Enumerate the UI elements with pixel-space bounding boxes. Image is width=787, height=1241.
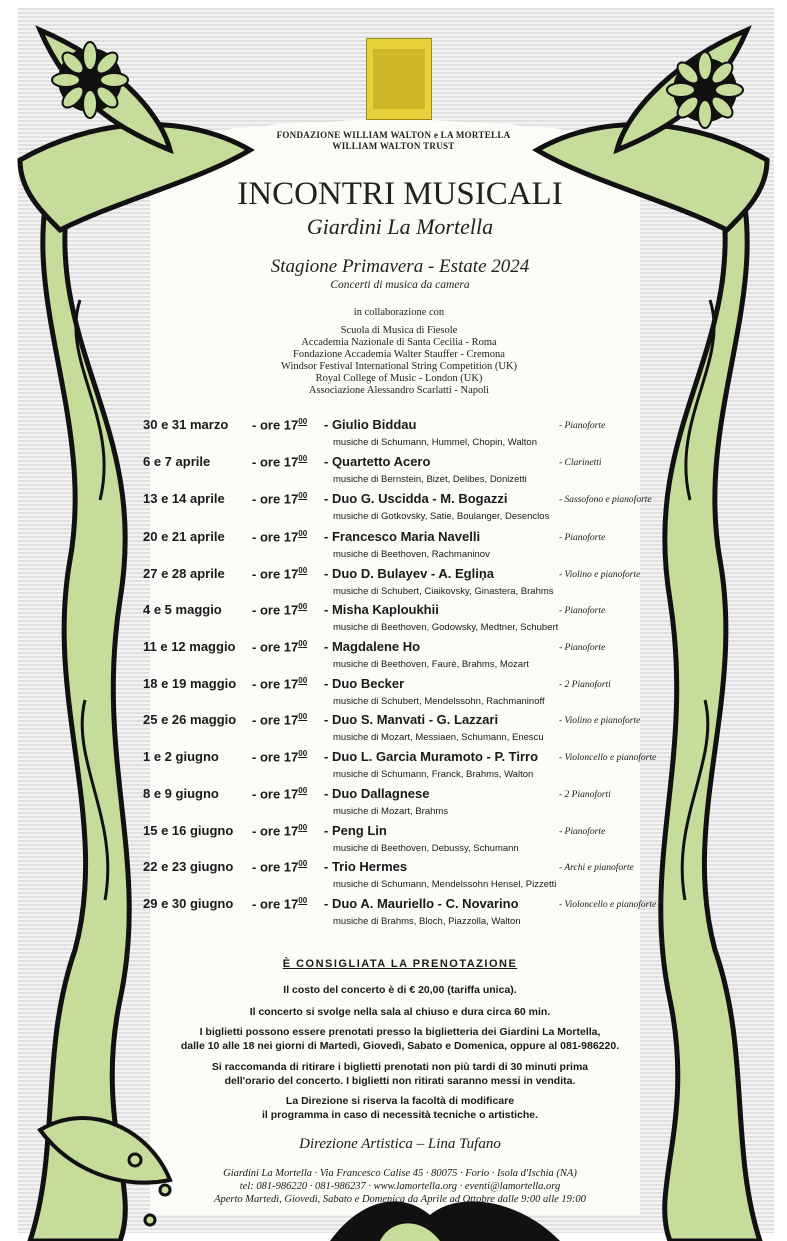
genre-subtitle: Concerti di musica da camera [330,279,470,291]
concert-instrument: - Pianoforte [559,643,606,653]
concert-time: - ore $17^{00}$ [252,823,308,839]
concert-instrument: - 2 Pianoforti [559,680,611,690]
concert-time: - ore $17^{00}$ [252,749,308,765]
concert-row [0,417,787,453]
concert-date: 15 e 16 giugno [143,823,234,838]
concert-works: musiche di Mozart, Messiaen, Schumann, Enescu [333,732,544,743]
concert-date: 11 e 12 maggio [143,639,236,654]
opening-hours: Aperto Martedì, Giovedì, Sabato e Domenica da Aprile ad Ottobre dalle 9:00 alle 19:00 [214,1194,586,1205]
concert-works: musiche di Schubert, Mendelssohn, Rachmaninoff [333,696,545,707]
concert-row [0,602,787,638]
concert-time: - ore $17^{00}$ [252,566,308,582]
concert-artist: - Francesco Maria Navelli [324,529,481,544]
concert-works: musiche di Beethoven, Godowsky, Medtner, Schubert [333,622,559,633]
concert-artist: - Duo Dallagnese [324,786,430,801]
concert-date: 4 e 5 maggio [143,602,222,617]
changes-info: La Direzione si riserva la facoltà di modificare il programma in caso di necessità tecniche o artistiche. [261,1095,538,1121]
concert-date: 13 e 14 aprile [143,491,225,506]
booking-heading: È CONSIGLIATA LA PRENOTAZIONE [282,958,518,970]
concert-row [0,712,787,748]
concert-time: - ore $17^{00}$ [252,896,308,912]
concert-works: musiche di Beethoven, Rachmaninov [333,549,490,560]
partner-item: Royal College of Music - London (UK) [315,373,483,384]
concert-instrument: - Pianoforte [559,533,606,543]
concert-row [0,491,787,527]
partner-item: Windsor Festival International String Competition (UK) [280,361,518,372]
concert-instrument: - 2 Pianoforti [559,790,611,800]
partner-item: Fondazione Accademia Walter Stauffer - Cremona [293,349,505,360]
concert-time: - ore $17^{00}$ [252,712,308,728]
foundation-trust: WILLIAM WALTON TRUST [332,141,455,151]
partner-item: Accademia Nazionale di Santa Cecilia - Roma [301,337,497,348]
concert-row [0,823,787,859]
concert-date: 18 e 19 maggio [143,676,237,691]
concert-time: - ore $17^{00}$ [252,454,308,470]
concert-time: - ore $17^{00}$ [252,639,308,655]
concert-works: musiche di Schubert, Ciaikovsky, Ginastera, Brahms [333,586,554,597]
venue-subtitle: Giardini La Mortella [306,214,494,239]
concert-artist: - Duo S. Manvati - G. Lazzari [324,712,499,727]
concert-time: - ore $17^{00}$ [252,676,308,692]
concert-time: - ore $17^{00}$ [252,859,308,875]
concert-row [0,749,787,785]
venue-info: Il concerto si svolge nella sala al chiuso e dura circa 60 min. [249,1006,551,1018]
concert-date: 29 e 30 giugno [143,896,234,911]
concert-artist: - Giulio Biddau [324,417,417,432]
concert-row [0,529,787,565]
concert-works: musiche di Gotkovsky, Satie, Boulanger, Desenclos [333,511,550,522]
concert-artist: - Trio Hermes [324,859,408,874]
concert-row [0,454,787,490]
concert-date: 25 e 26 maggio [143,712,237,727]
concert-artist: - Duo L. Garcia Muramoto - P. Tirro [324,749,539,764]
concert-date: 22 e 23 giugno [143,859,234,874]
contact-address: Giardini La Mortella · Via Francesco Calise 45 · 80075 · Forio · Isola d'Ischia (NA) [223,1168,577,1179]
concert-instrument: - Violino e pianoforte [559,570,641,580]
tickets-info: I biglietti possono essere prenotati presso la biglietteria dei Giardini La Mortella, dalle 10 alle 18 nei giorni di Martedì, Giovedì, Sabato e Domenica, oppure al 081-986220. [180,1026,620,1052]
concert-works: musiche di Beethoven, Debussy, Schumann [333,843,519,854]
concert-works: musiche di Schumann, Franck, Brahms, Walton [333,769,534,780]
concert-row [0,639,787,675]
concert-time: - ore $17^{00}$ [252,529,308,545]
concert-instrument: - Archi e pianoforte [559,863,634,873]
concert-time: - ore $17^{00}$ [252,491,308,507]
concert-date: 1 e 2 giugno [143,749,219,764]
partner-item: Scuola di Musica di Fiesole [340,325,458,336]
concert-artist: - Misha Kaploukhii [324,602,439,617]
concert-works: musiche di Mozart, Brahms [333,806,449,817]
foundation-name: FONDAZIONE WILLIAM WALTON e LA MORTELLA [276,130,511,140]
concert-instrument: - Violoncello e pianoforte [559,900,657,910]
concert-works: musiche di Brahms, Bloch, Piazzolla, Walton [333,916,521,927]
concert-works: musiche di Bernstein, Bizet, Delibes, Donizetti [333,474,527,485]
page-title: INCONTRI MUSICALI [237,176,563,212]
concert-date: 6 e 7 aprile [143,454,211,469]
concert-artist: - Duo Becker [324,676,405,691]
concert-date: 30 e 31 marzo [143,417,229,432]
concert-time: - ore $17^{00}$ [252,417,308,433]
foundation-logo [366,38,432,120]
concert-instrument: - Pianoforte [559,606,606,616]
concert-row [0,896,787,932]
contact-phones: tel: 081-986220 · 081-986237 · www.lamortella.org · eventi@lamortella.org [239,1181,561,1192]
concert-artist: - Peng Lin [324,823,387,838]
concert-instrument: - Sassofono e pianoforte [559,495,652,505]
collaboration-intro: in collaborazione con [353,307,445,318]
partner-item: Associazione Alessandro Scarlatti - Napoli [308,385,490,396]
concert-works: musiche di Beethoven, Faurè, Brahms, Mozart [333,659,529,670]
concert-works: musiche di Schumann, Mendelssohn Hensel, Pizzetti [333,879,557,890]
price-info: Il costo del concerto è di € 20,00 (tariffa unica). [283,984,517,996]
concert-row [0,859,787,895]
concert-instrument: - Violoncello e pianoforte [559,753,657,763]
concert-time: - ore $17^{00}$ [252,786,308,802]
concert-works: musiche di Schumann, Hummel, Chopin, Walton [333,437,537,448]
concert-instrument: - Violino e pianoforte [559,716,641,726]
concert-artist: - Duo A. Mauriello - C. Novarino [324,896,519,911]
concert-artist: - Magdalene Ho [324,639,421,654]
artistic-direction: Direzione Artistica – Lina Tufano [299,1136,501,1152]
concert-instrument: - Pianoforte [559,421,606,431]
concert-row [0,786,787,822]
concert-artist: - Duo D. Bulayev - A. Egliņa [324,566,494,581]
concert-instrument: - Clarinetti [559,458,602,468]
concert-date: 27 e 28 aprile [143,566,225,581]
concert-date: 20 e 21 aprile [143,529,225,544]
collaboration-partners [0,325,787,397]
concert-artist: - Quartetto Acero [324,454,431,469]
concert-date: 8 e 9 giugno [143,786,219,801]
concert-instrument: - Pianoforte [559,827,606,837]
concert-time: - ore $17^{00}$ [252,602,308,618]
pickup-info: Si raccomanda di ritirare i biglietti prenotati non più tardi di 30 minuti prima dell'orario del concerto. I biglietti non ritirati saranno messi in vendita. [211,1061,589,1087]
season-subtitle: Stagione Primavera - Estate 2024 [270,256,530,277]
concert-artist: - Duo G. Uscidda - M. Bogazzi [324,491,508,506]
concert-row [0,676,787,712]
concert-row [0,566,787,602]
